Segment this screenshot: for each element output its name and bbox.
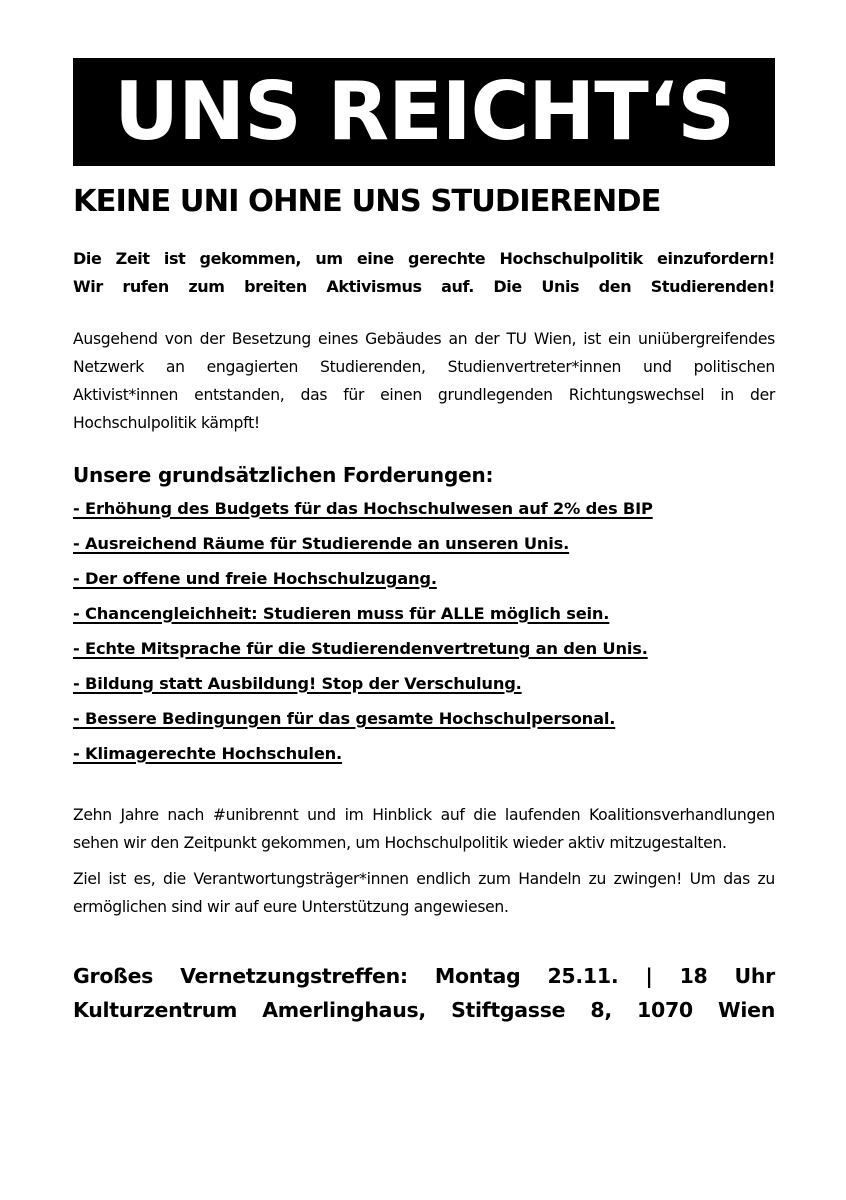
paragraph-network: Ausgehend von der Besetzung eines Gebäudes an der TU Wien, ist ein uniübergreifendes Netzwerk an engagierten Studierenden, Studienvertreter*innen und politischen Aktivist*innen entstanden, das für einen grundlegenden Richtungswechsel in der Hochschulpolitik kämpft!: [73, 329, 775, 432]
demand-item: - Echte Mitsprache für die Studierendenvertretung an den Unis.: [73, 638, 648, 658]
subtitle: KEINE UNI OHNE UNS STUDIERENDE: [73, 184, 661, 219]
demand-item: - Bildung statt Ausbildung! Stop der Verschulung.: [73, 673, 522, 693]
banner-title: UNS REICHT‘S: [114, 65, 734, 158]
demand-item: - Bessere Bedingungen für das gesamte Hochschulpersonal.: [73, 708, 616, 728]
intro-line-2: Wir rufen zum breiten Aktivismus auf. Die Unis den Studierenden!: [73, 276, 775, 296]
demand-item: - Chancengleichheit: Studieren muss für ALLE möglich sein.: [73, 603, 610, 623]
flyer: [73, 58, 775, 1027]
paragraph-goal: Ziel ist es, die Verantwortungsträger*innen endlich zum Handeln zu zwingen! Um das zu ermöglichen sind wir auf eure Unterstützung angewiesen.: [73, 869, 775, 916]
event-info: [73, 959, 775, 1027]
intro-statement: [73, 245, 775, 301]
intro-line-1: Die Zeit ist gekommen, um eine gerechte Hochschulpolitik einzufordern!: [73, 248, 775, 268]
event-location-line: Kulturzentrum Amerlinghaus, Stiftgasse 8, 1070 Wien: [73, 997, 775, 1022]
demand-item: - Klimagerechte Hochschulen.: [73, 743, 343, 763]
paragraph-unibrennt: Zehn Jahre nach #unibrennt und im Hinblick auf die laufenden Koalitionsverhandlungen sehen wir den Zeitpunkt gekommen, um Hochschulpolitik wieder aktiv mitzugestalten.: [73, 805, 775, 852]
event-date-line: Großes Vernetzungstreffen: Montag 25.11. | 18 Uhr: [73, 963, 775, 988]
demands-list: [73, 491, 775, 771]
demand-item: - Der offene und freie Hochschulzugang.: [73, 568, 437, 588]
demand-item: - Erhöhung des Budgets für das Hochschulwesen auf 2% des BIP: [73, 498, 653, 518]
demands-heading: Unsere grundsätzlichen Forderungen:: [73, 462, 494, 487]
demand-item: - Ausreichend Räume für Studierende an unseren Unis.: [73, 533, 570, 553]
title-banner: [73, 58, 775, 166]
